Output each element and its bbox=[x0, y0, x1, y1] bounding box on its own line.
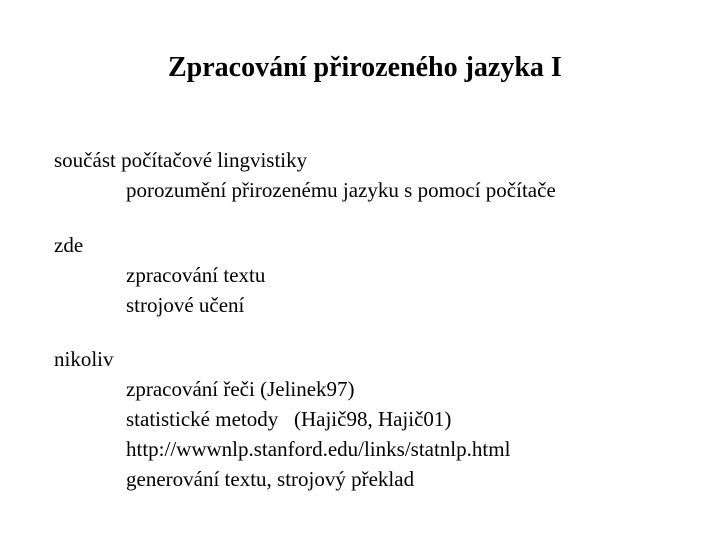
list-item: zpracování textu bbox=[126, 263, 266, 287]
section-heading: nikoliv bbox=[54, 347, 114, 371]
list-item: strojové učení bbox=[126, 293, 245, 317]
list-item: porozumění přirozenému jazyku s pomocí počítače bbox=[126, 178, 556, 202]
section-here bbox=[54, 230, 265, 320]
link-text: http://wwwnlp.stanford.edu/links/statnlp.html bbox=[126, 437, 511, 461]
section-heading: zde bbox=[54, 233, 84, 257]
list-item: zpracování řeči (Jelinek97) bbox=[126, 377, 355, 401]
slide-title: Zpracování přirozeného jazyka I bbox=[168, 52, 562, 83]
section-heading: součást počítačové lingvistiky bbox=[54, 148, 308, 172]
list-item: statistické metody (Hajič98, Hajič01) bbox=[126, 407, 452, 431]
section-not bbox=[54, 344, 510, 494]
list-item: generování textu, strojový překlad bbox=[126, 467, 415, 491]
section-computational-linguistics bbox=[54, 145, 556, 205]
